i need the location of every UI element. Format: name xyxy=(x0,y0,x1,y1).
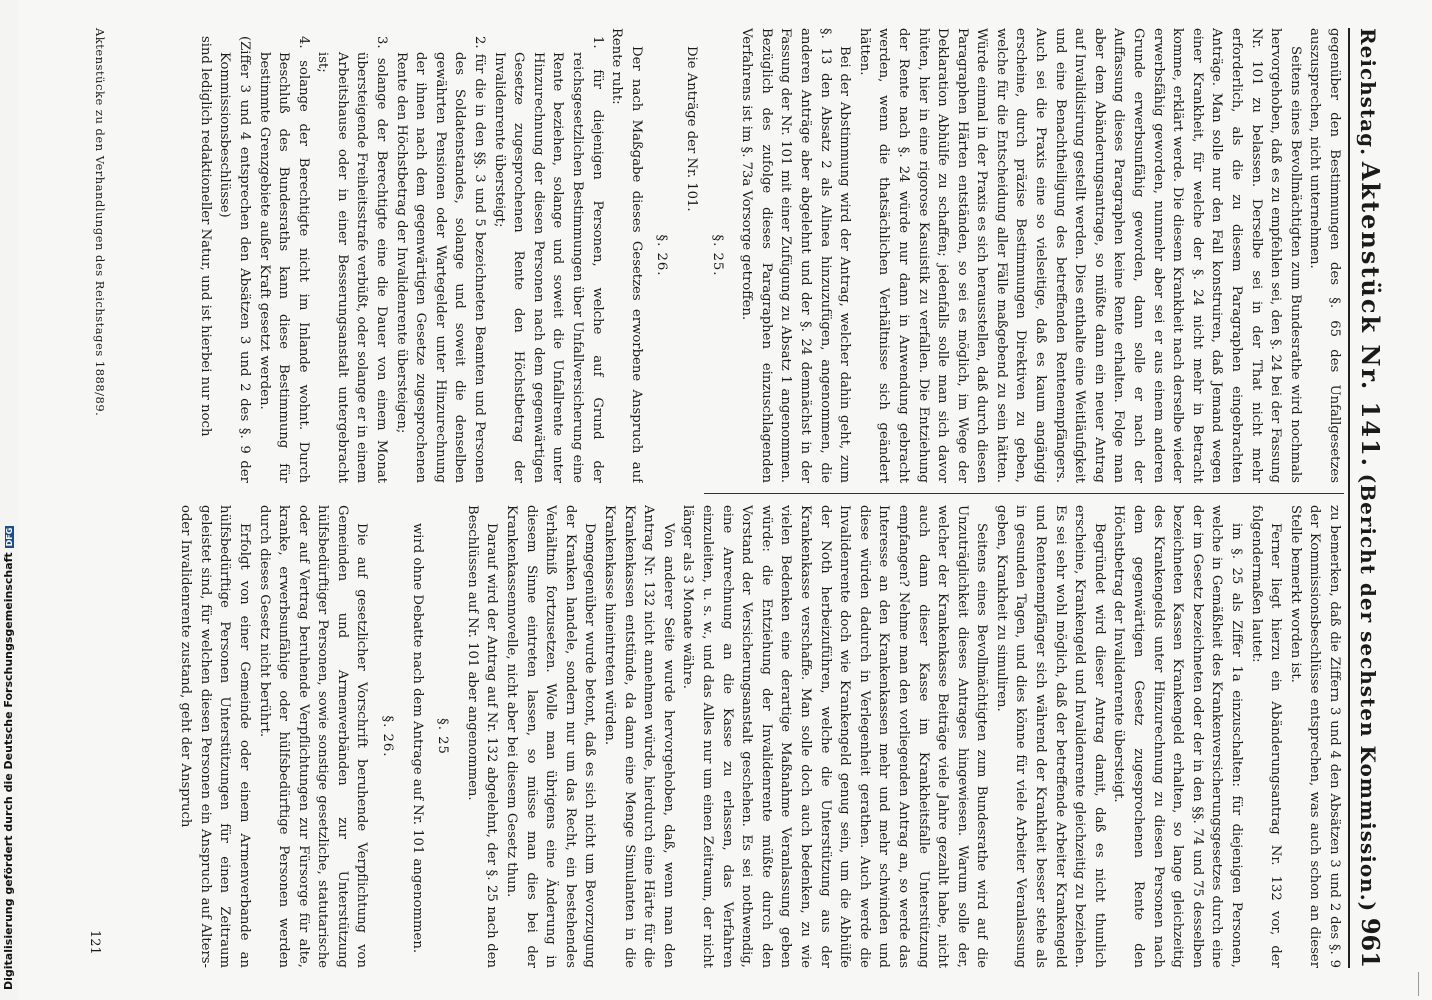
header-right: (Bericht der sechsten Kommission.) xyxy=(1356,473,1380,913)
digitization-credit xyxy=(2,526,15,990)
enumerated-list xyxy=(195,28,606,483)
page-header xyxy=(1348,28,1404,968)
paragraph: Seitens eines Bevollmächtigten zum Bundesrathe wird nochmals hervorgehoben, daß es zu empfehlen sei, den §. 24 bei der Fassung Nr. 101 zu belassen. Derselbe sei in der That nicht mehr erforderlich, als die zu diesem Paragraphen eingebrachten Anträge. Man solle nur den Fall konstruiren, daß Jemand wegen einer Krankheit, für welche der §. 24 nicht mehr in Betracht komme, erklärt werde. Die diesem Krankheit nach derselbe wieder erwerbsfähig geworden, nunmehr aber sei er aus einem anderen Grunde erwerbsunfähig geworden, dann solle er nach der Auffassung dieses Paragraphen keine Rente erhalten. Folge man aber dem Abänderungsantrage, so müßte dann ein neuer Antrag auf Invalidisirung gestellt werden. Dies enthalte eine Weitläufigkeit und eine Benachtheiligung des betreffenden Rentenempfängers. Auch sei die Praxis eine so vielseitige, daß es kaum angängig erscheine, durch präzise Bestimmungen Direktiven zu geben, welche für die Entscheidung aller Fälle maßgebend zu sein hätten. Würde einmal in der Praxis es sich herausstellen, daß durch diesen Paragraphen Härten entständen, so sei es möglich, im Wege der Deklaration Abhülfe zu schaffen; jedenfalls solle man sich davor hüten, hier in eine rigorose Kasuistik zu verfallen. Die Entziehung der Rente nach §. 24 würde nur dann in Anwendung gebracht werden, wenn die thatsächlichen Verhältnisse sich geändert hätten. xyxy=(856,28,1303,483)
paragraph: Erfolgt von einer Gemeinde oder einem Armenverbande an hülfsbedürftige Personen Unterstützungen für einen Zeitraum geleistet sind, für welchen diesen Personen ein Anspruch auf Alters- oder Invalidenrente zustand, geht der Anspruch xyxy=(178,505,252,968)
list-item: (Ziffer 3 und 4 entsprechen den Absätzen 3 und 2 des §. 9 der Kommissionsbeschlüsse) xyxy=(217,36,252,483)
header-page-number: 961 xyxy=(1356,917,1385,968)
paragraph: Seitens eines Bevollmächtigten zum Bundesrathe wird auf die Unzuträglichkeit dieses Antrages hingewiesen. Warum solle der, welcher der Krankenkasse Beiträge viele Jahre gezahlt habe, nicht auch dann dieser Kasse im Krankheitsfalle Unterstützung empfangen? Nehme man den vorliegenden Antrag an, so werde das Interesse an den Krankenkassen mehr und mehr schwinden und diese würden dadurch in Verlegenheit gerathen. Auch werde die Invalidenrente doch wie Krankengeld genug sein, um die Abhülfe der Noth herbeizuführen, welche die Unterstützung aus der Krankenkasse verschaffe. Man solle doch auch bedenken, zu wie vielen Bedenken eine derartige Maßnahme Veranlassung geben würde: die Entziehung der Invalidenrente müßte durch den Vorstand der Versicherungsanstalt geschehen. Es sei nothwendig, eine Anrechnung an die Kasse zu erlassen, das Verfahren einzuleiten, u. s. w., und das Alles nur um einen Zeitraum, der nicht länger als 3 Monate währe. xyxy=(680,505,990,968)
credit-text: Digitalisierung gefördert durch die Deutsche Forschungsgemeinschaft xyxy=(2,552,15,990)
page-edge-mark xyxy=(1418,972,1429,996)
list-item: sind lediglich redaktioneller Natur, und ist hierbei nur noch xyxy=(197,36,213,437)
dfg-logo-icon: DFG xyxy=(5,527,14,547)
left-column xyxy=(114,28,1344,483)
paragraph: Der nach Maßgabe dieses Gesetzes erworbene Anspruch auf Rente ruht: xyxy=(609,28,644,483)
header-left: Reichstag. xyxy=(1356,28,1380,157)
paragraph: im §. 25 als Ziffer 1a einzuschalten: für diejenigen Personen, welche in Gemäßheit des Krankenversicherungsgesetzes durch eine der im Gesetz bezeichneten oder der in den §§. 74 und 75 desselben bezeichneten Kassen Krankengeld erhalten, so lange gleichzeitig des Krankengelds unter Hinzurechnung zu diesen Personen nach dem gegenwärtigen Gesetz zugesprochenen Rente den Höchstbetrag der Invalidenrente übersteigt. xyxy=(1111,505,1245,968)
page-marker: 121 xyxy=(87,930,102,955)
list-item: 1. für diejenigen Personen, welche auf Grund der reichsgesetzlichen Bestimmungen über Unfallversicherung eine Rente beziehen, solange und soweit die Unfallrente unter Hinzurechnung der diesen Personen nach dem gegenwärtigen Gesetze zugesprochenen Rente den Höchstbetrag der Invalidenrente übersteigt; xyxy=(491,36,605,483)
paragraph: Darauf wird der Antrag auf Nr. 132 abgelehnt, der §. 25 nach den Beschlüssen auf Nr. 101 aber angenommen. xyxy=(464,505,500,968)
paragraph: Von anderer Seite wurde hervorgehoben, daß, wenn man den Antrag Nr. 132 nicht annehmen würde, hierdurch eine Härte für die Krankenkassen entstünde, da dann eine Menge Simulanten in die Krankenkasse hineintreten würden. xyxy=(602,505,676,968)
list-item: 3. solange der Berechtigte eine die Dauer von einem Monat übersteigende Freiheitsstrafe verbüßt, oder solange er in einem Arbeitshause oder in einer Besserungsanstalt untergebracht ist; xyxy=(315,36,390,483)
paragraph: Begründet wird dieser Antrag damit, daß es nicht thunlich erscheine, Krankengeld und Invalidenrente gleichzeitig zu beziehen. Es sei sehr wohl möglich, daß der betreffende Arbeiter Krankengeld und Rentenempfänger sich während der Krankheit besser stehe als in gesunden Tagen, und dies könne für viele Arbeiter Veranlassung geben, Krankheit zu simuliren. xyxy=(993,505,1107,968)
column-divider xyxy=(704,493,1344,494)
section-heading: §. 26. xyxy=(380,715,396,758)
footer-note: Aktenstücke zu den Verhandlungen des Reichstages 1888/89. xyxy=(93,28,107,417)
paragraph: Die Anträge der Nr. 101. xyxy=(684,46,699,212)
right-column xyxy=(114,505,1344,968)
paragraph: gegenüber den Bestimmungen des §. 65 des Unfallgesetzes auszusprechen, nicht unternehmen. xyxy=(1307,28,1342,483)
list-item: 2. für die in den §§. 3 und 5 bezeichneten Beamten und Personen des Soldatenstandes, solange und soweit die denselben gewährten Pensionen oder Wartegelder unter Hinzurechnung der ihnen nach dem gegenwärtigen Gesetze zugesprochenen Rente den Höchstbetrag der Invalidenrente übersteigen; xyxy=(393,36,488,483)
section-heading: §. 25 xyxy=(435,718,451,755)
header-title: Aktenstück Nr. 141. xyxy=(1356,161,1385,469)
paragraph: Die auf gesetzlicher Vorschrift beruhende Verpflichtung von Gemeinden und Armenverbänden zur Unterstützung hülfsbedürftiger Personen, sowie sonstige gesetzliche, statutarische oder auf Vertrag beruhende Verpflichtungen zur Fürsorge für alte, kranke, erwerbsunfähige oder hülfsbedürftige Personen werden durch dieses Gesetz nicht berührt. xyxy=(256,505,370,968)
paragraph: zu bemerken, daß die Ziffern 3 und 4 den Absätzen 3 und 2 des §. 9 der Kommissionsbeschlüsse entsprechen, was auch schon an dieser Stelle bemerkt worden ist. xyxy=(1287,505,1342,968)
section-heading: §. 25. xyxy=(709,234,725,277)
paragraph: Ferner liegt hierzu ein Abänderungsantrag Nr. 132 vor, der folgendermaßen lautet: xyxy=(1248,505,1284,968)
list-item: 4. solange der Berechtigte nicht im Inlande wohnt. Durch Beschluß des Bundesraths kann diese Bestimmung für bestimmte Grenzgebiete außer Kraft gesetzt werden. xyxy=(256,36,311,483)
paragraph: Demgegenüber wurde betont, daß es sich nicht um Bevorzugung der Kranken handele, sondern nur um das Recht, ein bestehendes Verhältniß fortzusetzen. Wolle man übrigens eine Änderung in diesem Sinne eintreten lassen, so müsse man dies bei der Krankenkassennovelle, nicht aber bei diesem Gesetz thun. xyxy=(504,505,598,968)
paragraph: Bei der Abstimmung wird der Antrag, welcher dahin geht, zum §. 13 den Absatz 2 als Alinea hinzuzufügen, angenommen, die anderen Anträge aber abgelehnt und der §. 24 demnächst in der Fassung der Nr. 101 mit einer Zufügung zu Absatz 1 angenommen. Bezüglich des zufolge dieses Paragraphen einzuschlagenden Verfahrens ist im §. 73a Vorsorge getroffen. xyxy=(739,28,853,483)
paragraph: wird ohne Debatte nach dem Antrage auf Nr. 101 angenommen. xyxy=(409,523,425,954)
section-heading: §. 26. xyxy=(654,234,670,277)
